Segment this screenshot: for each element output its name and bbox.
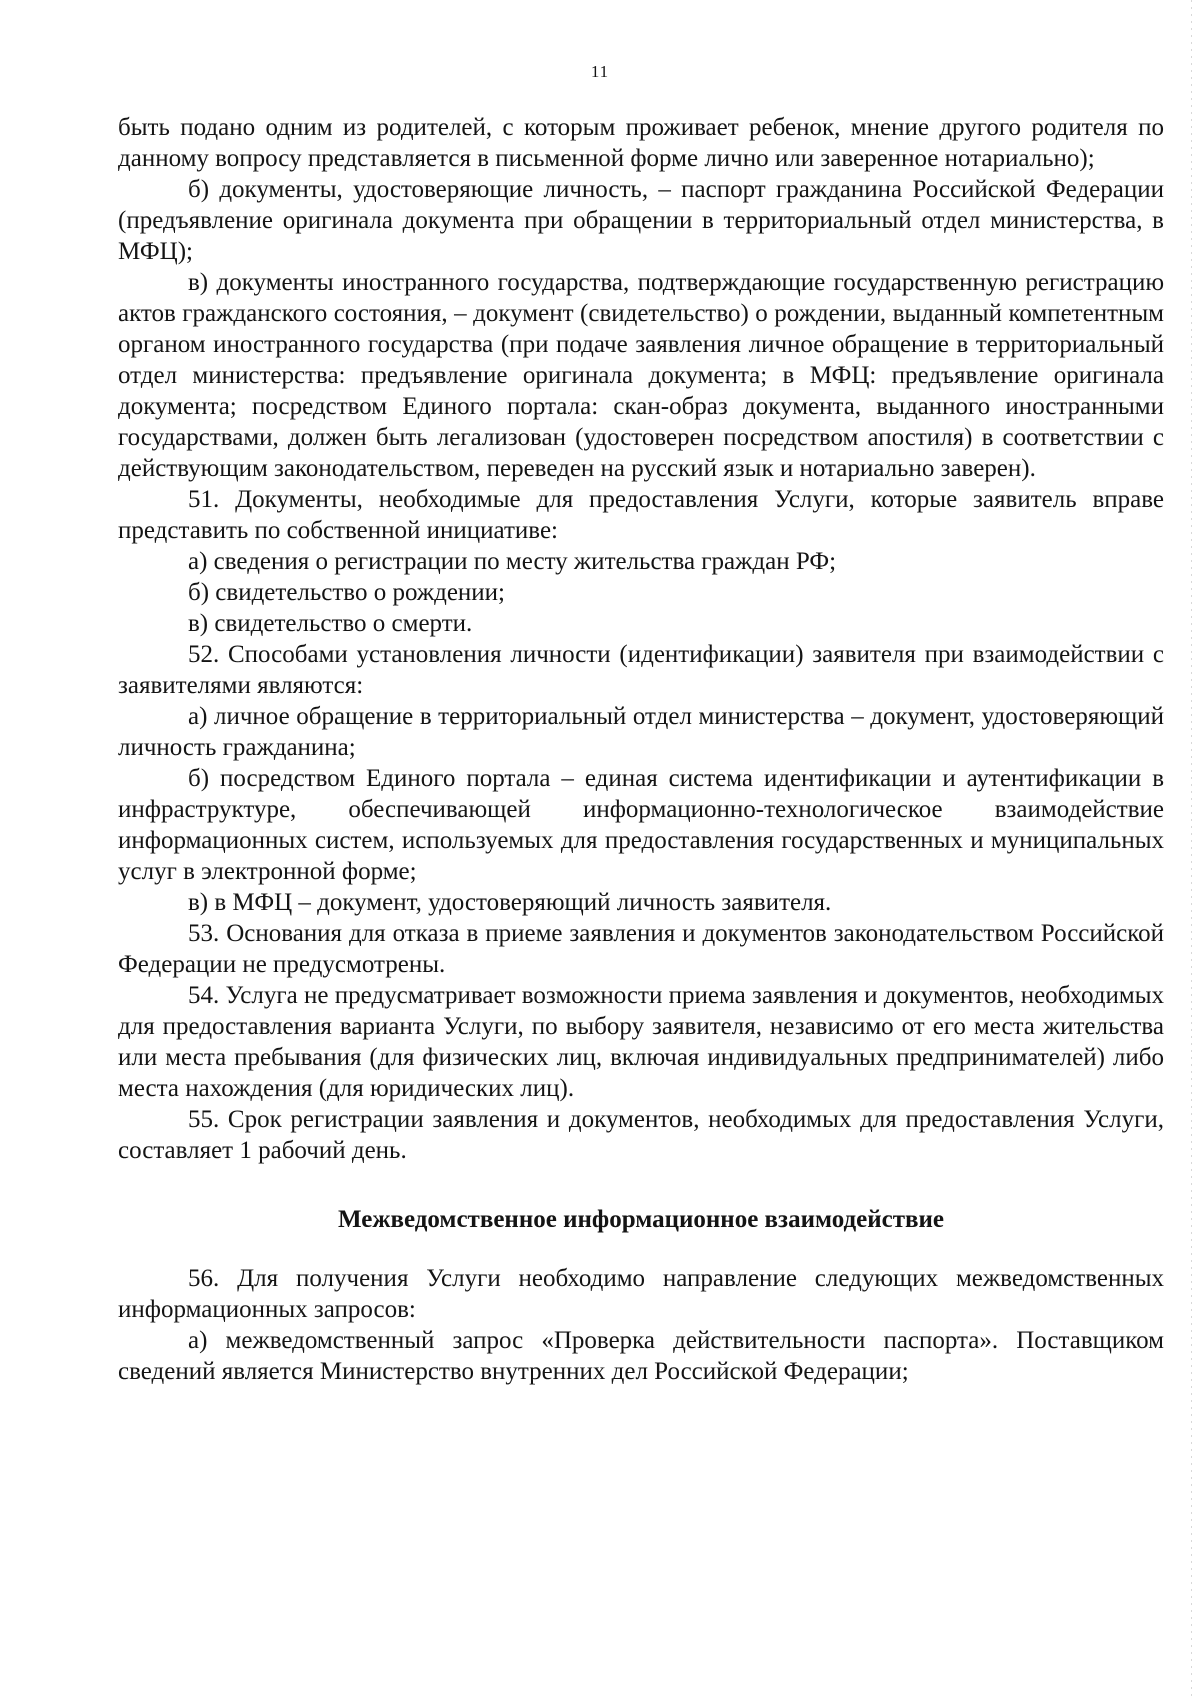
paragraph: 55. Срок регистрации заявления и документов, необходимых для предоставления Услуги, составляет 1 рабочий день.	[118, 1106, 1164, 1164]
paragraph: а) сведения о регистрации по месту жительства граждан РФ;	[188, 548, 837, 575]
paragraph: в) свидетельство о смерти.	[188, 610, 473, 637]
paragraph: в) документы иностранного государства, подтверждающие государственную регистрацию актов гражданского состояния, – документ (свидетельство) о рождении, выданный компетентным органом иностранного государства (при подаче заявления личное обращение в территориальный отдел министерства: предъявление оригинала документа; в МФЦ: предъявление оригинала документа; посредством Единого портала: скан-образ документа, выданного иностранными государствами, должен быть легализован (удостоверен посредством апостиля) в соответствии с действующим законодательством, переведен на русский язык и нотариально заверен).	[118, 269, 1164, 482]
paragraph: 51. Документы, необходимые для предоставления Услуги, которые заявитель вправе представить по собственной инициативе:	[118, 486, 1164, 544]
document-body	[118, 112, 1164, 1387]
paragraph: 54. Услуга не предусматривает возможности приема заявления и документов, необходимых для предоставления варианта Услуги, по выбору заявителя, независимо от его места жительства или места пребывания (для физических лиц, включая индивидуальных предпринимателей) либо места нахождения (для юридических лиц).	[118, 982, 1164, 1102]
section-heading: Межведомственное информационное взаимодействие	[338, 1206, 944, 1233]
paragraph: 52. Способами установления личности (идентификации) заявителя при взаимодействии с заявителями являются:	[118, 641, 1164, 699]
paragraphs-top	[118, 112, 1164, 1166]
paragraph: в) в МФЦ – документ, удостоверяющий личность заявителя.	[188, 889, 832, 916]
paragraph: б) свидетельство о рождении;	[188, 579, 505, 606]
paragraphs-bottom	[118, 1263, 1164, 1387]
paragraph: быть подано одним из родителей, с которым проживает ребенок, мнение другого родителя по данному вопросу представляется в письменной форме лично или заверенное нотариально);	[118, 114, 1164, 172]
paragraph: б) документы, удостоверяющие личность, – паспорт гражданина Российской Федерации (предъявление оригинала документа при обращении в территориальный отдел министерства, в МФЦ);	[118, 176, 1164, 265]
paragraph: 56. Для получения Услуги необходимо направление следующих межведомственных информационных запросов:	[118, 1265, 1164, 1323]
paragraph: а) личное обращение в территориальный отдел министерства – документ, удостоверяющий личность гражданина;	[118, 703, 1164, 761]
paragraph: 53. Основания для отказа в приеме заявления и документов законодательством Российской Федерации не предусмотрены.	[118, 920, 1164, 978]
scan-edge-mark	[1191, 0, 1192, 1697]
paragraph: б) посредством Единого портала – единая система идентификации и аутентификации в инфраструктуре, обеспечивающей информационно-технологическое взаимодействие информационных систем, используемых для предоставления государственных и муниципальных услуг в электронной форме;	[118, 765, 1164, 885]
page-number: 11	[590, 62, 610, 81]
paragraph: а) межведомственный запрос «Проверка действительности паспорта». Поставщиком сведений является Министерство внутренних дел Российской Федерации;	[118, 1327, 1164, 1385]
